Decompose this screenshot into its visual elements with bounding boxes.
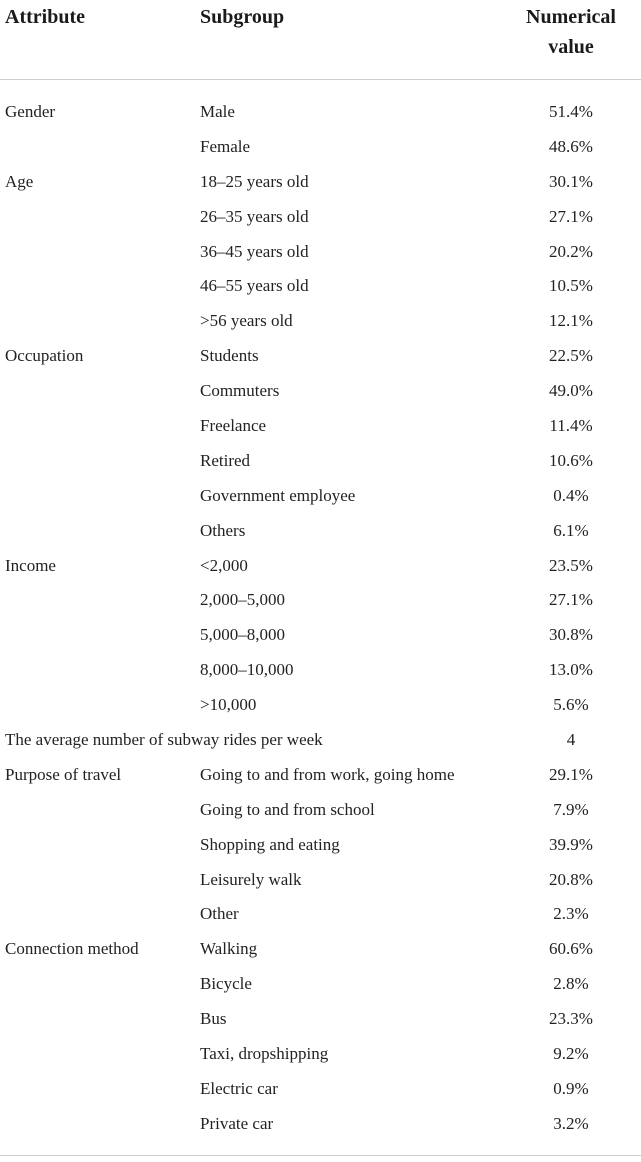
cell-subgroup: <2,000 — [200, 555, 248, 575]
table-body — [0, 95, 641, 1142]
header-numerical-value-line2: value — [548, 36, 594, 58]
cell-attribute: The average number of subway rides per week — [5, 730, 323, 750]
header-attribute: Attribute — [5, 6, 85, 28]
cell-subgroup: Going to and from work, going home — [200, 764, 455, 784]
cell-attribute: Income — [5, 555, 56, 575]
cell-numerical-value: 49.0% — [549, 381, 593, 401]
cell-numerical-value: 48.6% — [549, 136, 593, 156]
cell-numerical-value: 12.1% — [549, 311, 593, 331]
cell-numerical-value: 29.1% — [549, 764, 593, 784]
cell-subgroup: 26–35 years old — [200, 206, 309, 226]
table-row — [0, 1002, 641, 1037]
table-header — [0, 0, 641, 75]
table-row — [0, 235, 641, 270]
table-row — [0, 95, 641, 130]
cell-subgroup: Shopping and eating — [200, 834, 340, 854]
cell-subgroup: Retired — [200, 450, 251, 470]
cell-numerical-value: 6.1% — [553, 520, 589, 540]
table-row — [0, 444, 641, 479]
cell-numerical-value: 23.3% — [549, 1009, 593, 1029]
bottom-divider — [0, 1155, 641, 1156]
cell-numerical-value: 20.2% — [549, 241, 593, 261]
cell-numerical-value: 7.9% — [553, 799, 589, 819]
cell-subgroup: Taxi, dropshipping — [200, 1044, 329, 1064]
table-row — [0, 723, 641, 758]
table-row — [0, 583, 641, 618]
cell-subgroup: Bicycle — [200, 974, 252, 994]
cell-attribute: Age — [5, 171, 34, 191]
table-row — [0, 1107, 641, 1142]
cell-numerical-value: 2.3% — [553, 904, 589, 924]
cell-attribute: Gender — [5, 102, 56, 121]
cell-numerical-value: 5.6% — [553, 695, 589, 715]
cell-subgroup: Government employee — [200, 485, 356, 505]
cell-subgroup: Freelance — [200, 416, 267, 436]
cell-subgroup: 8,000–10,000 — [200, 660, 294, 680]
cell-numerical-value: 3.2% — [553, 1113, 589, 1133]
table-row — [0, 1037, 641, 1072]
cell-subgroup: Commuters — [200, 381, 280, 401]
table-row — [0, 304, 641, 339]
cell-attribute: Purpose of travel — [5, 764, 122, 784]
table-row — [0, 653, 641, 688]
table-row — [0, 514, 641, 549]
cell-numerical-value: 0.4% — [553, 485, 589, 505]
cell-subgroup: Other — [200, 904, 239, 924]
cell-subgroup: Leisurely walk — [200, 869, 302, 889]
cell-numerical-value: 51.4% — [549, 102, 593, 121]
cell-subgroup: Male — [200, 102, 235, 121]
header-divider — [0, 79, 641, 80]
cell-numerical-value: 13.0% — [549, 660, 593, 680]
table-row — [0, 200, 641, 235]
cell-subgroup: >10,000 — [200, 695, 257, 715]
cell-subgroup: >56 years old — [200, 311, 293, 331]
cell-numerical-value: 10.5% — [549, 276, 593, 296]
cell-subgroup: 5,000–8,000 — [200, 625, 285, 645]
cell-subgroup: Private car — [200, 1113, 274, 1133]
table-row — [0, 618, 641, 653]
cell-numerical-value: 20.8% — [549, 869, 593, 889]
cell-numerical-value: 10.6% — [549, 450, 593, 470]
table-row — [0, 793, 641, 828]
table-row — [0, 688, 641, 723]
table-row — [0, 374, 641, 409]
header-numerical-value — [501, 2, 641, 62]
cell-numerical-value: 11.4% — [549, 416, 593, 436]
cell-subgroup: Bus — [200, 1009, 227, 1029]
cell-attribute: Occupation — [5, 346, 84, 366]
cell-subgroup: 18–25 years old — [200, 171, 309, 191]
cell-numerical-value: 0.9% — [553, 1078, 589, 1098]
table-row — [0, 828, 641, 863]
cell-subgroup: Walking — [200, 939, 258, 959]
cell-subgroup: 36–45 years old — [200, 241, 309, 261]
cell-numerical-value: 30.8% — [549, 625, 593, 645]
cell-numerical-value: 4 — [566, 730, 576, 750]
table-row — [0, 863, 641, 898]
table-row — [0, 165, 641, 200]
cell-numerical-value: 22.5% — [549, 346, 593, 366]
table-row — [0, 479, 641, 514]
cell-numerical-value: 30.1% — [549, 171, 593, 191]
table-row — [0, 339, 641, 374]
table-row — [0, 897, 641, 932]
table-row — [0, 758, 641, 793]
cell-numerical-value: 60.6% — [549, 939, 593, 959]
cell-numerical-value: 23.5% — [549, 555, 593, 575]
cell-subgroup: Going to and from school — [200, 799, 375, 819]
cell-subgroup: 2,000–5,000 — [200, 590, 285, 610]
table-row — [0, 130, 641, 165]
cell-subgroup: Female — [200, 136, 251, 156]
cell-subgroup: Electric car — [200, 1078, 278, 1098]
table-row — [0, 269, 641, 304]
cell-subgroup: Students — [200, 346, 259, 366]
cell-numerical-value: 27.1% — [549, 590, 593, 610]
cell-numerical-value: 27.1% — [549, 206, 593, 226]
header-subgroup: Subgroup — [200, 6, 285, 28]
table-row — [0, 409, 641, 444]
table-row — [0, 549, 641, 584]
cell-attribute: Connection method — [5, 939, 139, 959]
cell-subgroup: 46–55 years old — [200, 276, 309, 296]
table-row — [0, 1072, 641, 1107]
cell-numerical-value: 9.2% — [553, 1044, 589, 1064]
table-row — [0, 967, 641, 1002]
cell-numerical-value: 2.8% — [553, 974, 589, 994]
cell-numerical-value: 39.9% — [549, 834, 593, 854]
header-numerical-value-line1: Numerical — [526, 6, 616, 28]
cell-subgroup: Others — [200, 520, 246, 540]
table-row — [0, 932, 641, 967]
